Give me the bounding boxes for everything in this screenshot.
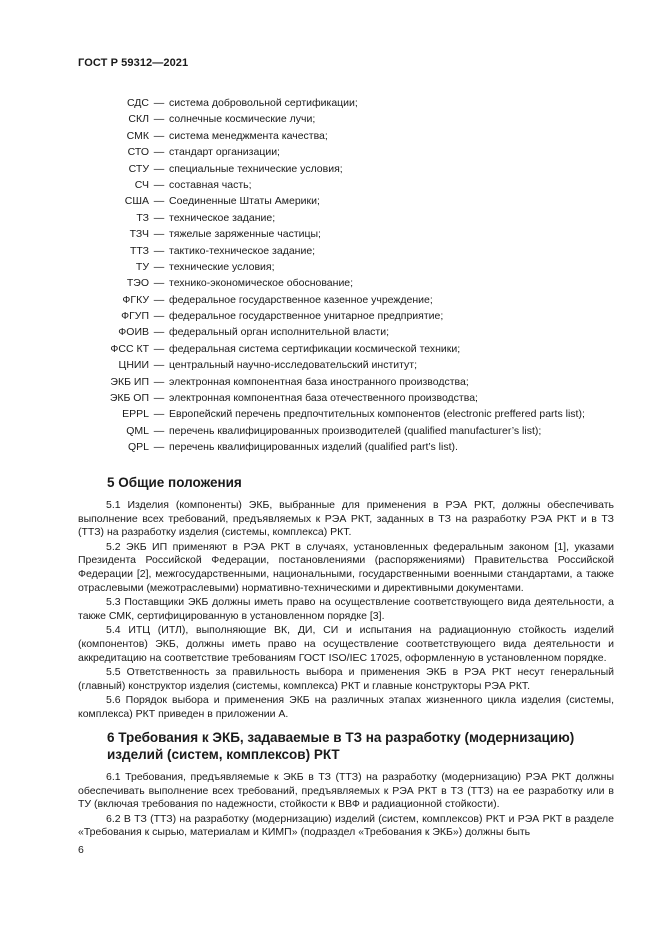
- abbreviation-row: [60, 292, 620, 308]
- abbreviation-dash: —: [153, 211, 165, 224]
- abbreviation-row: [60, 193, 620, 209]
- abbreviation-row: [60, 357, 620, 373]
- abbreviation-row: [60, 161, 620, 177]
- abbreviation-row: [60, 226, 620, 242]
- abbreviation-definition: центральный научно-исследовательский институт;: [169, 359, 418, 372]
- paragraph-6-1: 6.1 Требования, предъявляемые к ЭКБ в ТЗ (ТТЗ) на разработку (модернизацию) РЭА РКТ должны обеспечивать выполнение всех требований, предъявляемых к РЭА РКТ в ТЗ (ТТЗ) на ее разработку или в ТУ (включая требования по надежности, стойкости к ВВФ и радиационной стойкости).: [78, 771, 614, 811]
- abbreviation-definition: федеральное государственное унитарное предприятие;: [169, 310, 444, 323]
- abbreviation-term: СМК: [126, 129, 149, 142]
- abbreviation-dash: —: [153, 375, 165, 388]
- abbreviation-row: [60, 308, 620, 324]
- abbreviation-dash: —: [153, 195, 165, 208]
- abbreviation-row: [60, 259, 620, 275]
- abbreviation-dash: —: [153, 392, 165, 405]
- abbreviation-dash: —: [153, 244, 165, 257]
- abbreviation-definition: система добровольной сертификации;: [169, 97, 358, 109]
- abbreviation-definition: солнечные космические лучи;: [169, 113, 316, 126]
- abbreviation-term: ФСС КТ: [110, 342, 149, 355]
- abbreviation-definition: федеральный орган исполнительной власти;: [169, 326, 389, 339]
- abbreviation-dash: —: [153, 228, 165, 241]
- abbreviation-term: ФГУП: [121, 310, 149, 323]
- paragraph-5-5: 5.5 Ответственность за правильность выбора и применения ЭКБ в РЭА РКТ несут генеральный (главный) конструктор изделия (системы, комплекса) РКТ и главные конструкторы РЭА РКТ.: [78, 666, 614, 692]
- abbreviation-definition: федеральная система сертификации космической техники;: [169, 342, 461, 355]
- abbreviation-row: [60, 324, 620, 340]
- abbreviation-row: [60, 128, 620, 144]
- abbreviation-term: ЭКБ ИП: [110, 375, 149, 388]
- abbreviation-term: ФОИВ: [118, 326, 149, 339]
- abbreviation-term: СЧ: [134, 178, 149, 191]
- abbreviation-definition: специальные технические условия;: [169, 162, 343, 175]
- abbreviation-dash: —: [153, 424, 165, 437]
- abbreviation-term: ТЗ: [136, 211, 149, 224]
- abbreviation-row: [60, 341, 620, 357]
- abbreviations-list: [60, 95, 620, 456]
- abbreviation-row: [60, 275, 620, 291]
- abbreviation-term: EPPL: [122, 408, 149, 421]
- abbreviation-term: ТЭО: [126, 277, 149, 290]
- abbreviation-definition: техническое задание;: [169, 211, 276, 224]
- abbreviation-row: [60, 406, 620, 422]
- paragraph-5-1: 5.1 Изделия (компоненты) ЭКБ, выбранные для применения в РЭА РКТ, должны обеспечивать выполнение всех требований, предъявляемых к РЭА РКТ, заданных в ТЗ на разработку РЭА РКТ и в ТЗ (ТТЗ) на разработку изделия (системы, комплекса) РКТ.: [78, 499, 614, 539]
- abbreviation-definition: технико-экономическое обоснование;: [169, 277, 354, 290]
- section-6-heading: 6 Требования к ЭКБ, задаваемые в ТЗ на разработку (модернизацию) изделий (систем, комплексов) РКТ: [107, 730, 575, 762]
- section-6-body: [78, 771, 614, 841]
- abbreviation-row: [60, 423, 620, 439]
- abbreviation-dash: —: [153, 260, 165, 273]
- abbreviation-dash: —: [153, 359, 165, 372]
- abbreviation-definition: Европейский перечень предпочтительных компонентов (electronic preffered parts list);: [169, 408, 585, 421]
- abbreviation-dash: —: [153, 178, 165, 191]
- abbreviation-definition: перечень квалифицированных изделий (qualified part’s list).: [169, 441, 458, 454]
- abbreviation-row: [60, 243, 620, 259]
- abbreviation-dash: —: [153, 129, 165, 142]
- abbreviation-term: ТТЗ: [129, 244, 149, 257]
- abbreviation-term: ЦНИИ: [118, 359, 149, 372]
- abbreviation-row: [60, 177, 620, 193]
- abbreviation-term: СТО: [127, 146, 149, 159]
- abbreviation-row: [60, 390, 620, 406]
- paragraph-5-2: 5.2 ЭКБ ИП применяют в РЭА РКТ в случаях, установленных федеральным законом [1], указами Президента Российской Федерации, постановлениями (распоряжениями) Правительства Российской Федерации [2], межгосударственными, национальными, государственными военными стандартами, а также отраслевыми (межотраслевыми) нормативно-техническими и директивными документами.: [78, 540, 614, 594]
- abbreviation-term: ТУ: [135, 260, 149, 273]
- abbreviation-row: [60, 111, 620, 127]
- paragraph-6-2: 6.2 В ТЗ (ТТЗ) на разработку (модернизацию) изделий (систем, комплексов) РКТ и РЭА РКТ в разделе «Требования к сырью, материалам и КИМП» (подраздел «Требования к ЭКБ») должны быть: [78, 812, 614, 839]
- abbreviation-definition: федеральное государственное казенное учреждение;: [169, 293, 433, 306]
- paragraph-5-3: 5.3 Поставщики ЭКБ должны иметь право на осуществление соответствующего вида деятельности, а также СМК, сертифицированную в установленном порядке [3].: [78, 596, 614, 622]
- paragraph-5-4: 5.4 ИТЦ (ИТЛ), выполняющие ВК, ДИ, СИ и испытания на радиационную стойкость изделий (компонентов) ЭКБ, должны иметь право на осуществление соответствующего вида деятельности и аккредитацию на соответствие требованиям ГОСТ ISO/IEC 17025, оформленную в установленном порядке.: [78, 624, 614, 664]
- abbreviation-definition: тактико-техническое задание;: [169, 244, 316, 257]
- abbreviation-term: QML: [126, 424, 149, 437]
- abbreviation-term: СДС: [126, 97, 149, 109]
- abbreviation-term: ФГКУ: [122, 293, 149, 306]
- abbreviation-row: [60, 210, 620, 226]
- abbreviation-dash: —: [153, 408, 165, 421]
- document-header: ГОСТ Р 59312—2021: [78, 57, 189, 69]
- abbreviation-dash: —: [153, 441, 165, 454]
- abbreviation-dash: —: [153, 277, 165, 290]
- abbreviation-definition: электронная компонентная база иностранного производства;: [169, 375, 469, 388]
- abbreviation-dash: —: [153, 293, 165, 306]
- abbreviation-dash: —: [153, 113, 165, 126]
- abbreviation-definition: тяжелые заряженные частицы;: [169, 228, 321, 241]
- section-5-body: [78, 499, 614, 723]
- abbreviation-row: [60, 439, 620, 455]
- section-5-heading: 5 Общие положения: [107, 475, 242, 490]
- abbreviation-term: QPL: [127, 441, 149, 454]
- abbreviation-row: [60, 144, 620, 160]
- abbreviation-dash: —: [153, 162, 165, 175]
- abbreviation-definition: система менеджмента качества;: [169, 129, 328, 142]
- abbreviation-term: США: [124, 195, 149, 208]
- page-number: 6: [78, 844, 84, 856]
- abbreviation-definition: стандарт организации;: [169, 146, 280, 159]
- abbreviation-row: [60, 95, 620, 111]
- abbreviation-definition: перечень квалифицированных производителей (qualified manufacturer’s list);: [169, 424, 542, 437]
- abbreviation-definition: электронная компонентная база отечественного производства;: [169, 392, 478, 405]
- abbreviation-row: [60, 374, 620, 390]
- abbreviation-dash: —: [153, 342, 165, 355]
- abbreviation-term: СТУ: [128, 162, 149, 175]
- abbreviation-term: СКЛ: [128, 113, 149, 126]
- abbreviation-definition: технические условия;: [169, 260, 275, 273]
- abbreviation-term: ТЗЧ: [129, 228, 149, 241]
- abbreviation-definition: Соединенные Штаты Америки;: [169, 195, 320, 208]
- abbreviation-term: ЭКБ ОП: [109, 392, 149, 405]
- abbreviation-dash: —: [153, 146, 165, 159]
- paragraph-5-6: 5.6 Порядок выбора и применения ЭКБ на различных этапах жизненного цикла изделия (системы, комплекса) РКТ приведен в приложении А.: [78, 694, 614, 720]
- abbreviation-dash: —: [153, 97, 165, 109]
- abbreviation-dash: —: [153, 326, 165, 339]
- abbreviation-dash: —: [153, 310, 165, 323]
- abbreviation-definition: составная часть;: [169, 178, 252, 191]
